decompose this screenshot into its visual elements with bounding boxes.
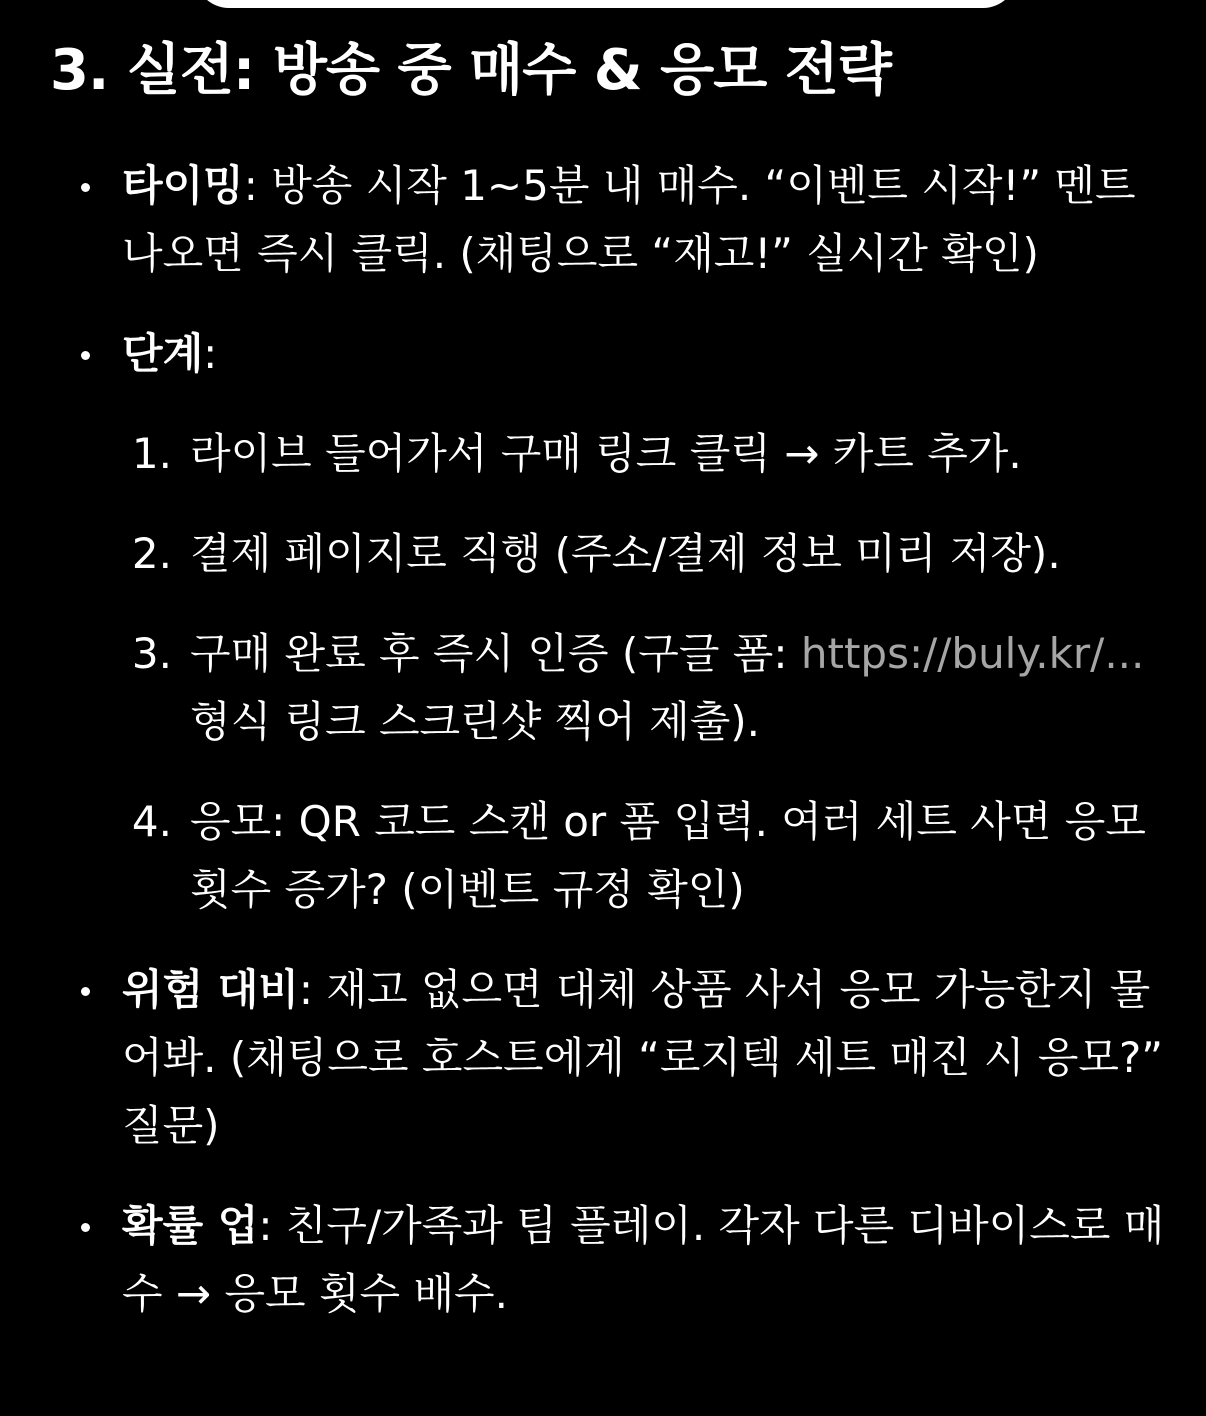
list-item bbox=[50, 420, 1170, 488]
bullet-text: : 방송 시작 1~5분 내 매수. “이벤트 시작!” 멘트 나오면 즉시 클릭. (채팅으로 “재고!” 실시간 확인) bbox=[122, 161, 1136, 278]
bullet-label: 타이밍 bbox=[122, 161, 244, 210]
top-card-edge bbox=[195, 0, 1017, 8]
bullet-timing bbox=[50, 152, 1170, 288]
bullet-text: : 재고 없으면 대체 상품 사서 응모 가능한지 물어봐. (채팅으로 호스트에게 “로지텍 세트 매진 시 응모?” 질문) bbox=[122, 965, 1164, 1150]
bullet-dot bbox=[81, 1223, 90, 1232]
bullet-risk bbox=[50, 956, 1170, 1160]
steps-list bbox=[50, 420, 1170, 924]
step-number: 2. bbox=[131, 529, 172, 578]
bullet-dot bbox=[81, 987, 90, 996]
bullet-dot bbox=[81, 351, 90, 360]
step-text: 구매 완료 후 즉시 인증 (구글 폼: bbox=[190, 629, 801, 678]
step-text: 라이브 들어가서 구매 링크 클릭 → 카트 추가. bbox=[190, 429, 1022, 478]
bullet-text: : 친구/가족과 팀 플레이. 각자 다른 디바이스로 매수 → 응모 횟수 배수. bbox=[122, 1201, 1165, 1318]
bullet-steps bbox=[50, 320, 1170, 388]
step-text: 결제 페이지로 직행 (주소/결제 정보 미리 저장). bbox=[190, 529, 1061, 578]
list-item bbox=[50, 620, 1170, 756]
step-text: 응모: QR 코드 스캔 or 폼 입력. 여러 세트 사면 응모 횟수 증가? (이벤트 규정 확인) bbox=[190, 797, 1146, 914]
list-item bbox=[50, 788, 1170, 924]
chat-message-content bbox=[50, 34, 1170, 1360]
step-number: 4. bbox=[131, 797, 172, 846]
step-number: 1. bbox=[131, 429, 172, 478]
step-number: 3. bbox=[131, 629, 172, 678]
bullet-dot bbox=[81, 183, 90, 192]
bullet-label: 단계 bbox=[122, 329, 204, 378]
bullet-label: 확률 업 bbox=[122, 1201, 259, 1250]
list-item bbox=[50, 520, 1170, 588]
form-link[interactable]: https://buly.kr/... bbox=[800, 629, 1145, 678]
step-text: 형식 링크 스크린샷 찍어 제출). bbox=[190, 697, 761, 746]
bullet-odds bbox=[50, 1192, 1170, 1328]
bullet-text: : bbox=[203, 329, 218, 378]
bullet-label: 위험 대비 bbox=[122, 965, 299, 1014]
section-heading: 3. 실전: 방송 중 매수 & 응모 전략 bbox=[50, 38, 891, 103]
